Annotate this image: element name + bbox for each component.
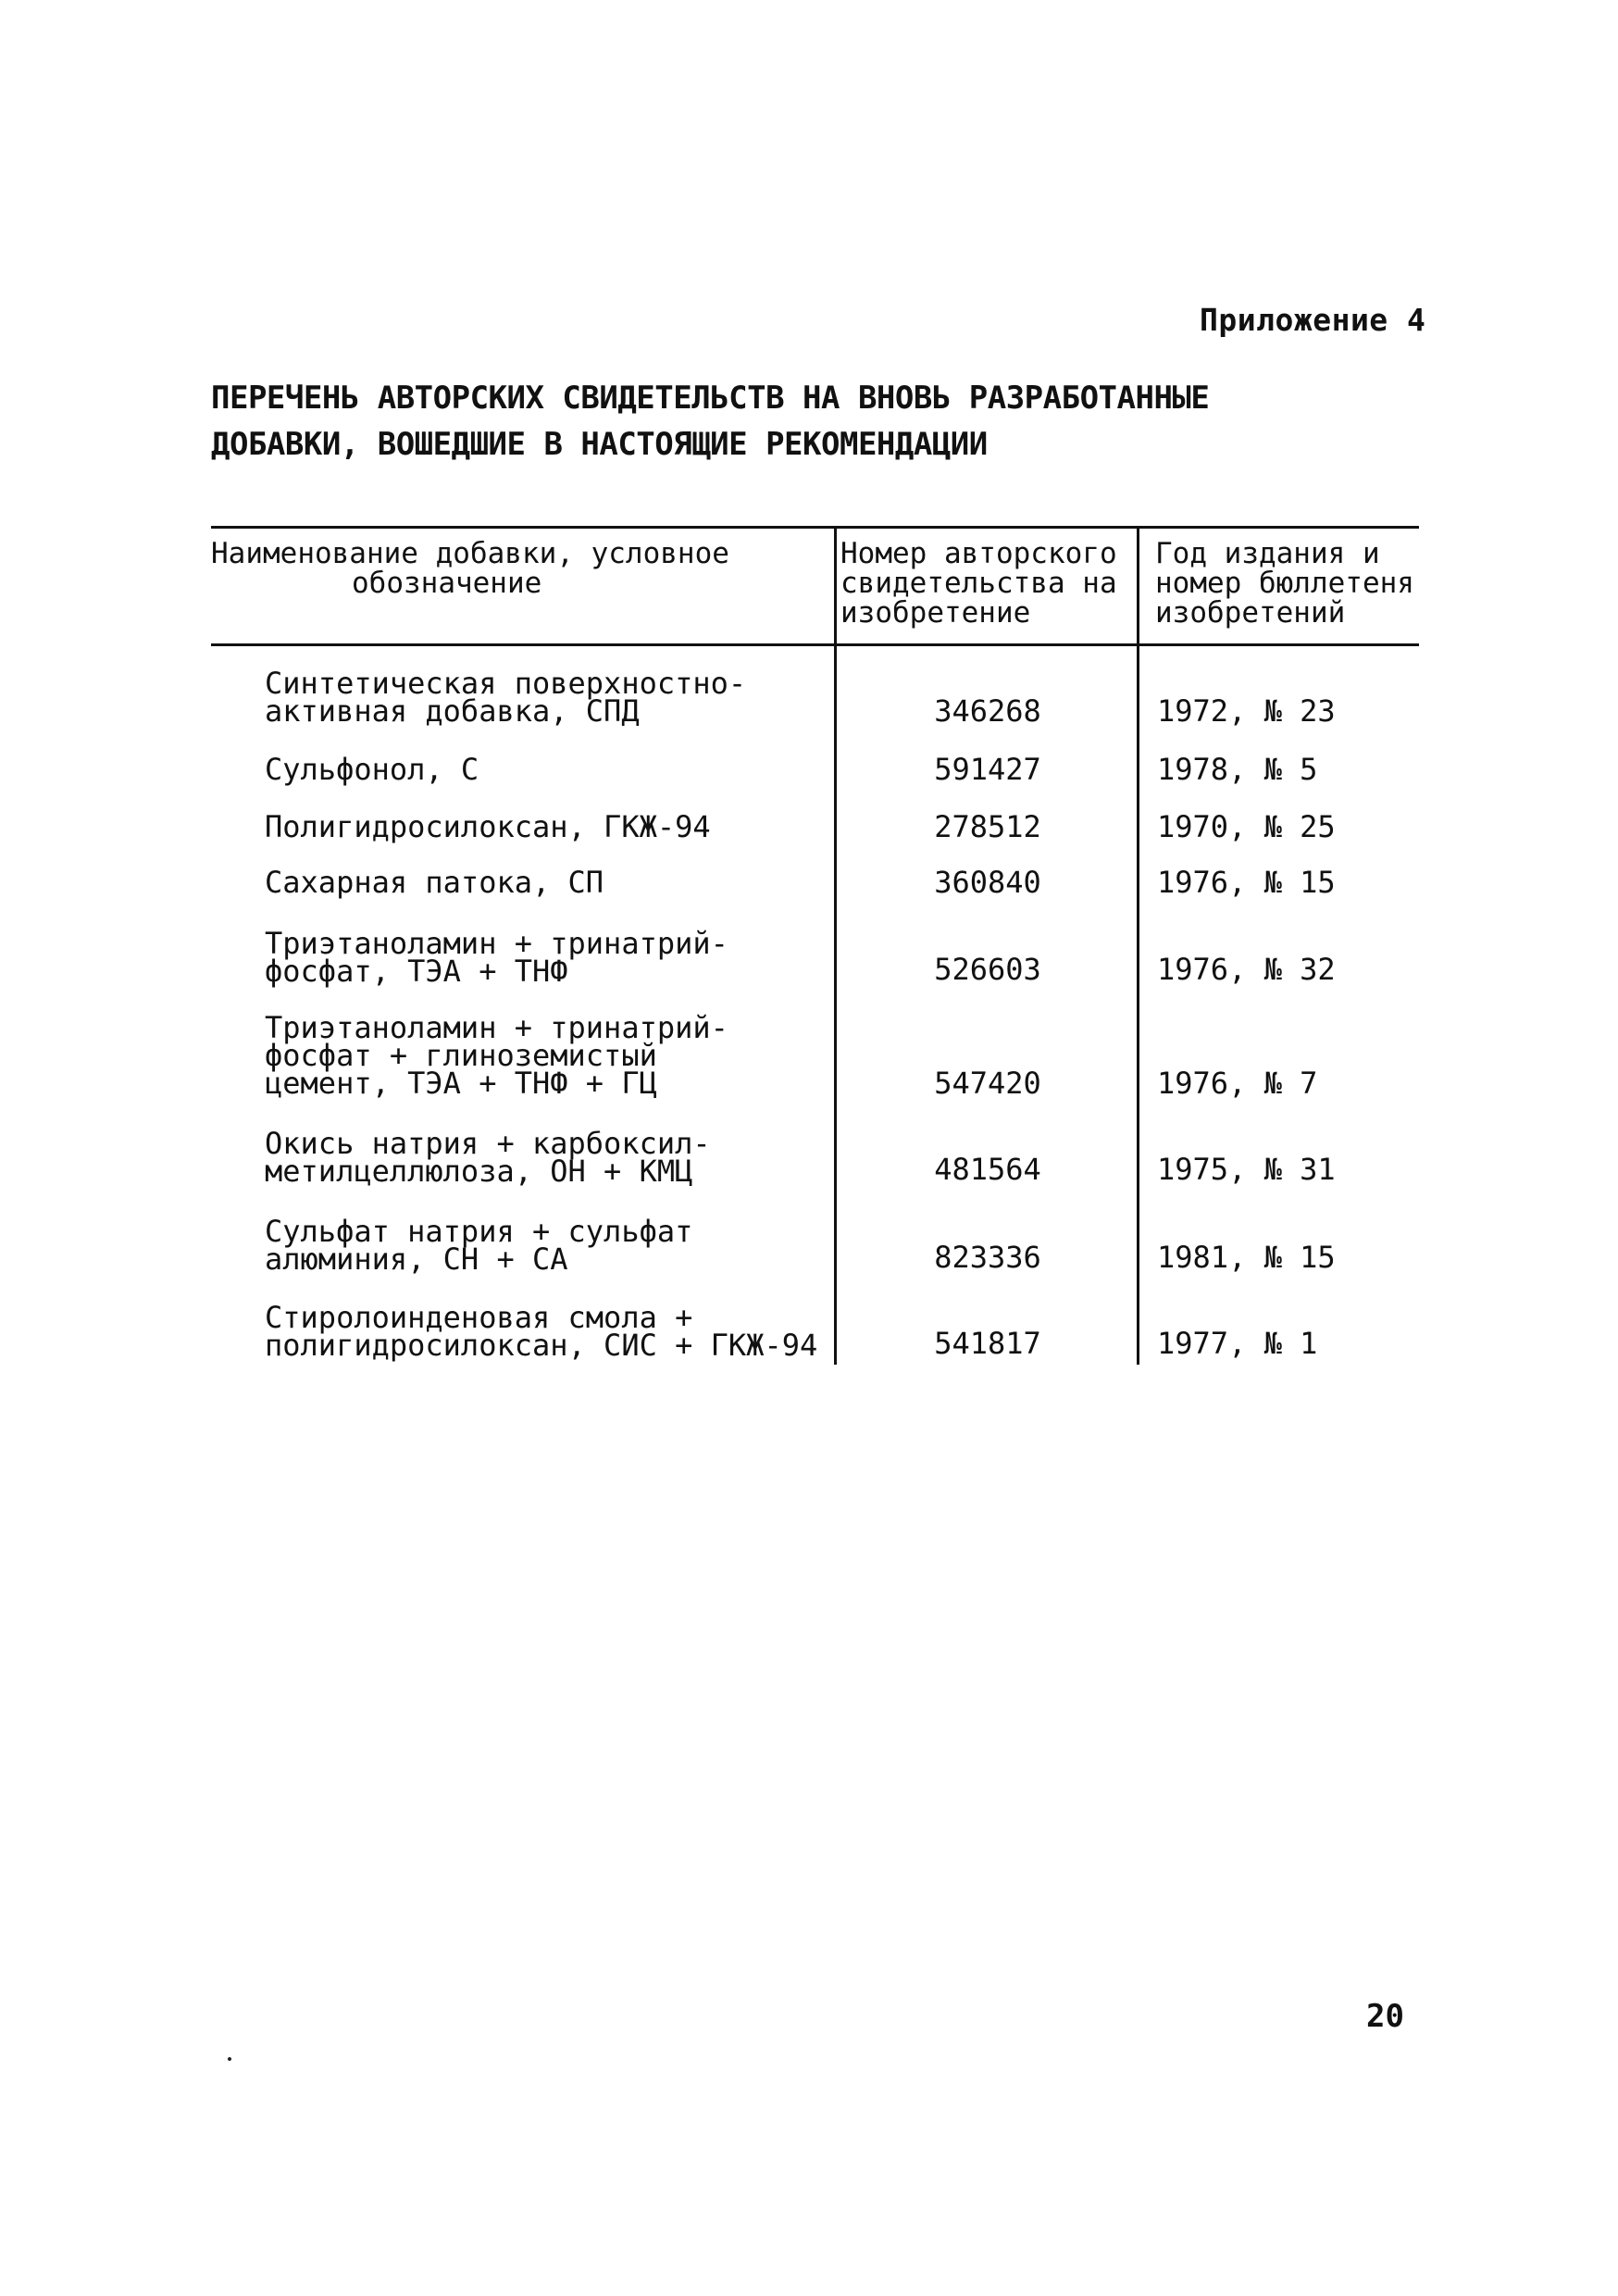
certificate-number: 823336 xyxy=(934,1240,1041,1275)
document-title xyxy=(211,375,1507,468)
certificate-number: 541817 xyxy=(934,1326,1041,1361)
certificates-table xyxy=(211,526,1419,1363)
bulletin-year: 1975, № 31 xyxy=(1157,1152,1336,1187)
bulletin-year: 1976, № 15 xyxy=(1157,865,1336,900)
column-divider xyxy=(834,528,837,1365)
additive-name: Сульфат натрия + сульфат алюминия, СН + СА xyxy=(265,1214,693,1277)
page-number: 20 xyxy=(1366,1998,1404,2035)
bulletin-year: 1976, № 7 xyxy=(1157,1066,1318,1101)
bulletin-year: 1981, № 15 xyxy=(1157,1240,1336,1275)
column-header-year: Год издания и номер бюллетеня изобретений xyxy=(1155,537,1414,630)
column-divider xyxy=(1137,528,1139,1365)
title-line: ДОБАВКИ, ВОШЕДШИЕ В НАСТОЯЩИЕ РЕКОМЕНДАЦИИ xyxy=(211,426,988,463)
column-header-name: Наименование добавки, условное обозначение xyxy=(211,537,729,600)
certificate-number: 346268 xyxy=(934,693,1041,729)
bulletin-year: 1970, № 25 xyxy=(1157,809,1336,844)
additive-name: Стиролоинденовая смола + полигидросилоксан, СИС + ГКЖ-94 xyxy=(265,1300,818,1363)
title-line: ПЕРЕЧЕНЬ АВТОРСКИХ СВИДЕТЕЛЬСТВ НА ВНОВЬ РАЗРАБОТАННЫЕ xyxy=(211,380,1210,417)
additive-name: Триэтаноламин + тринатрий- фосфат, ТЭА + ТНФ xyxy=(265,926,728,989)
certificate-number: 360840 xyxy=(934,865,1041,900)
table-top-rule xyxy=(211,526,1419,529)
additive-name: Сахарная патока, СП xyxy=(265,865,604,900)
certificate-number: 481564 xyxy=(934,1152,1041,1187)
certificate-number: 278512 xyxy=(934,809,1041,844)
certificate-number: 526603 xyxy=(934,952,1041,987)
appendix-label: Приложение 4 xyxy=(1200,302,1426,338)
bulletin-year: 1977, № 1 xyxy=(1157,1326,1318,1361)
additive-name: Триэтаноламин + тринатрий- фосфат + глиноземистый цемент, ТЭА + ТНФ + ГЦ xyxy=(265,1010,728,1101)
additive-name: Полигидросилоксан, ГКЖ-94 xyxy=(265,809,711,844)
bulletin-year: 1978, № 5 xyxy=(1157,752,1318,787)
additive-name: Окись натрия + карбоксил- метилцеллюлоза, ОН + КМЦ xyxy=(265,1126,711,1189)
scan-speck xyxy=(227,2056,232,2062)
additive-name: Сульфонол, С xyxy=(265,752,479,787)
bulletin-year: 1972, № 23 xyxy=(1157,693,1336,729)
column-header-certificate: Номер авторского свидетельства на изобретение xyxy=(840,537,1117,630)
certificate-number: 591427 xyxy=(934,752,1041,787)
certificate-number: 547420 xyxy=(934,1066,1041,1101)
additive-name: Синтетическая поверхностно- активная добавка, СПД xyxy=(265,666,747,729)
bulletin-year: 1976, № 32 xyxy=(1157,952,1336,987)
table-header-rule xyxy=(211,643,1419,646)
